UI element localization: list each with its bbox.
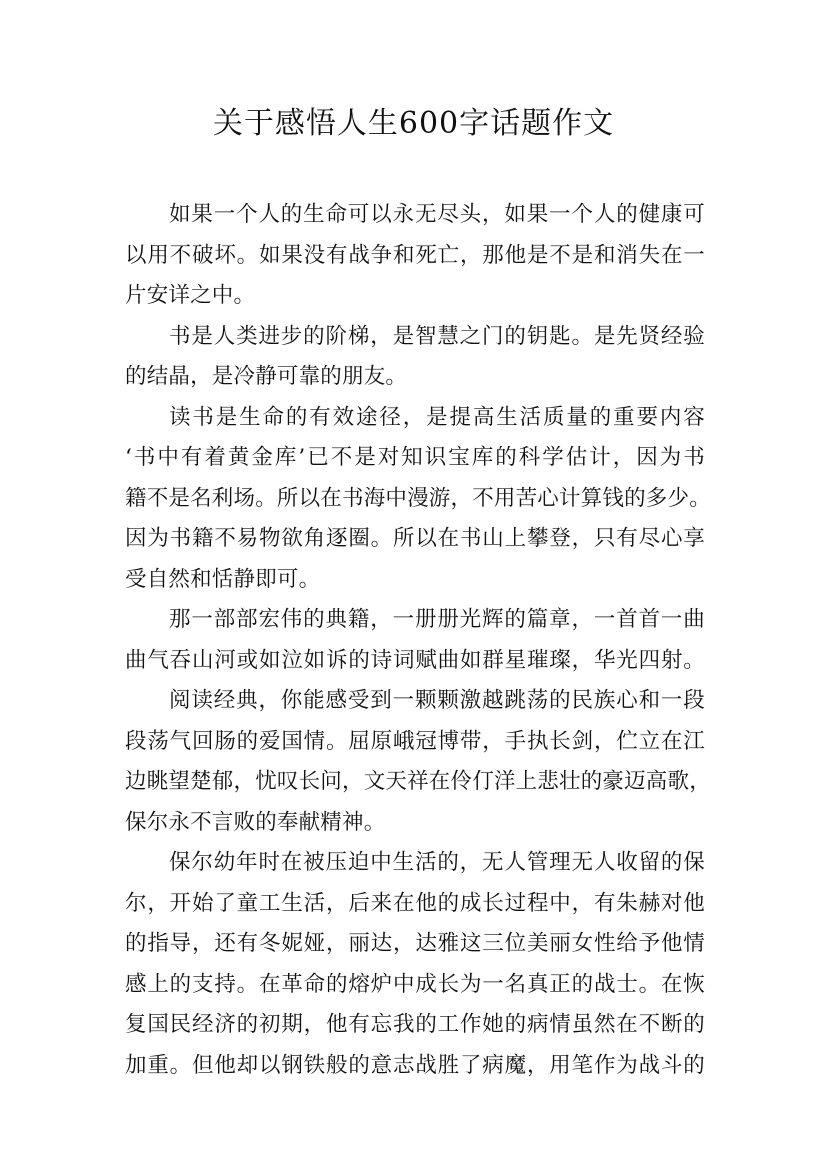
text-line: 书是人类进步的阶梯，是智慧之门的钥匙。是先贤经验	[169, 323, 705, 349]
document-title: 关于感悟人生600字话题作文	[212, 106, 615, 141]
text-line: 边眺望楚郁，忧叹长问，文天祥在伶仃洋上悲壮的豪迈高歌，	[125, 769, 711, 794]
text-line: 的指导，还有冬妮娅，丽达，达雅这三位美丽女性给予他情	[125, 931, 705, 956]
text-line: 读书是生命的有效途径，是提高生活质量的重要内容	[169, 404, 705, 430]
text-line: 尔，开始了童工生活，后来在他的成长过程中，有朱赫对他	[125, 890, 705, 916]
text-line: 那一部部宏伟的典籍，一册册光辉的篇章，一首首一曲	[169, 607, 705, 632]
text-line: 保尔永不言败的奉献精神。	[125, 809, 386, 835]
text-line: 段荡气回肠的爱国情。屈原峨冠博带，手执长剑，伫立在江	[125, 728, 705, 754]
text-line: 保尔幼年时在被压迫中生活的，无人管理无人收留的保	[169, 850, 705, 875]
text-line: ‘书中有着黄金库’已不是对知识宝库的科学估计，因为书	[125, 445, 705, 470]
text-line: 籍不是名利场。所以在书海中漫游，不用苦心计算钱的多少。	[125, 485, 711, 511]
text-line: 阅读经典，你能感受到一颗颗激越跳荡的民族心和一段	[169, 688, 705, 713]
text-line: 如果一个人的生命可以永无尽头，如果一个人的健康可	[169, 202, 705, 227]
text-line: 的结晶，是冷静可靠的朋友。	[125, 364, 408, 389]
text-line: 以用不破坏。如果没有战争和死亡，那他是不是和消失在一	[125, 242, 705, 268]
text-line: 曲气吞山河或如泣如诉的诗词赋曲如群星璀璨，华光四射。	[125, 647, 705, 673]
text-line: 因为书籍不易物欲角逐圈。所以在书山上攀登，只有尽心享	[125, 526, 705, 551]
text-line: 复国民经济的初期，他有忘我的工作她的病情虽然在不断的	[125, 1012, 705, 1037]
text-line: 感上的支持。在革命的熔炉中成长为一名真正的战士。在恢	[125, 971, 705, 997]
text-line: 加重。但他却以钢铁般的意志战胜了病魔，用笔作为战斗的	[125, 1052, 705, 1078]
text-line: 受自然和恬静即可。	[125, 566, 321, 592]
document-body	[125, 195, 711, 1086]
text-line: 片安详之中。	[125, 283, 256, 308]
